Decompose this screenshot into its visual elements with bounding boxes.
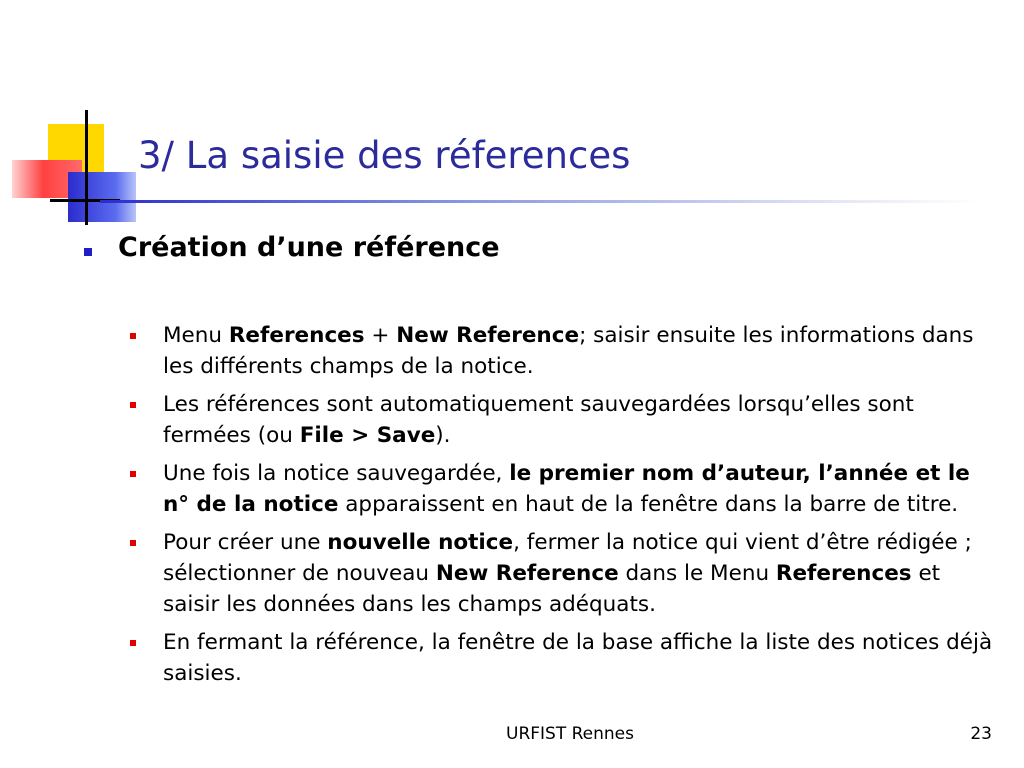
bold-text: References [228, 323, 365, 348]
bold-text: nouvelle notice [327, 530, 514, 555]
bold-text: File > Save [299, 423, 436, 448]
footer-source: URFIST Rennes [506, 724, 634, 744]
bold-text: New Reference [396, 323, 580, 348]
list-item-text [163, 627, 1000, 689]
text-run: ; saisir ensuite les informations dans les différents champs de la notice. [163, 323, 974, 379]
text-run: Pour créer une [163, 530, 328, 555]
text-run: En fermant la référence, la fenêtre de la base affiche la liste des notices déjà saisies. [163, 630, 993, 686]
text-run: ). [435, 423, 451, 448]
bold-text: New Reference [435, 561, 619, 586]
text-run: Les références sont automatiquement sauvegardées lorsqu’elles sont fermées (ou [163, 392, 914, 448]
text-run: , fermer la notice qui vient d’être rédigée ; sélectionner de nouveau [163, 530, 972, 586]
square-bullet-icon [84, 248, 92, 256]
list-item [130, 627, 1000, 689]
logo-blue-block [68, 172, 136, 222]
text-run: apparaissent en haut de la fenêtre dans la barre de titre. [338, 492, 959, 517]
text-run: Menu [163, 323, 229, 348]
list-item [130, 458, 1000, 520]
list-item-text [163, 527, 1000, 620]
logo-vertical-line [85, 110, 88, 225]
bold-text: le premier nom d’auteur, l’année et le n° de la notice [163, 461, 970, 517]
square-bullet-icon [130, 402, 136, 408]
square-bullet-icon [130, 540, 136, 546]
main-bullet-text: Création d’une référence [118, 232, 500, 263]
square-bullet-icon [130, 640, 136, 646]
list-item-text [163, 458, 1000, 520]
slide-title: 3/ La saisie des réferences [138, 134, 631, 177]
text-run: Une fois la notice sauvegardée, [163, 461, 510, 486]
square-bullet-icon [130, 471, 136, 477]
text-run: dans le Menu [618, 561, 776, 586]
sub-bullet-list [130, 320, 1000, 696]
square-bullet-icon [130, 333, 136, 339]
list-item [130, 527, 1000, 620]
bold-text: References [775, 561, 912, 586]
text-run: + [364, 323, 397, 348]
list-item [130, 320, 1000, 382]
list-item-text [163, 389, 1000, 451]
text-run: et saisir les données dans les champs adéquats. [163, 561, 941, 617]
list-item [130, 389, 1000, 451]
title-underline-rule [100, 200, 980, 203]
page-number: 23 [970, 724, 992, 744]
list-item-text [163, 320, 1000, 382]
